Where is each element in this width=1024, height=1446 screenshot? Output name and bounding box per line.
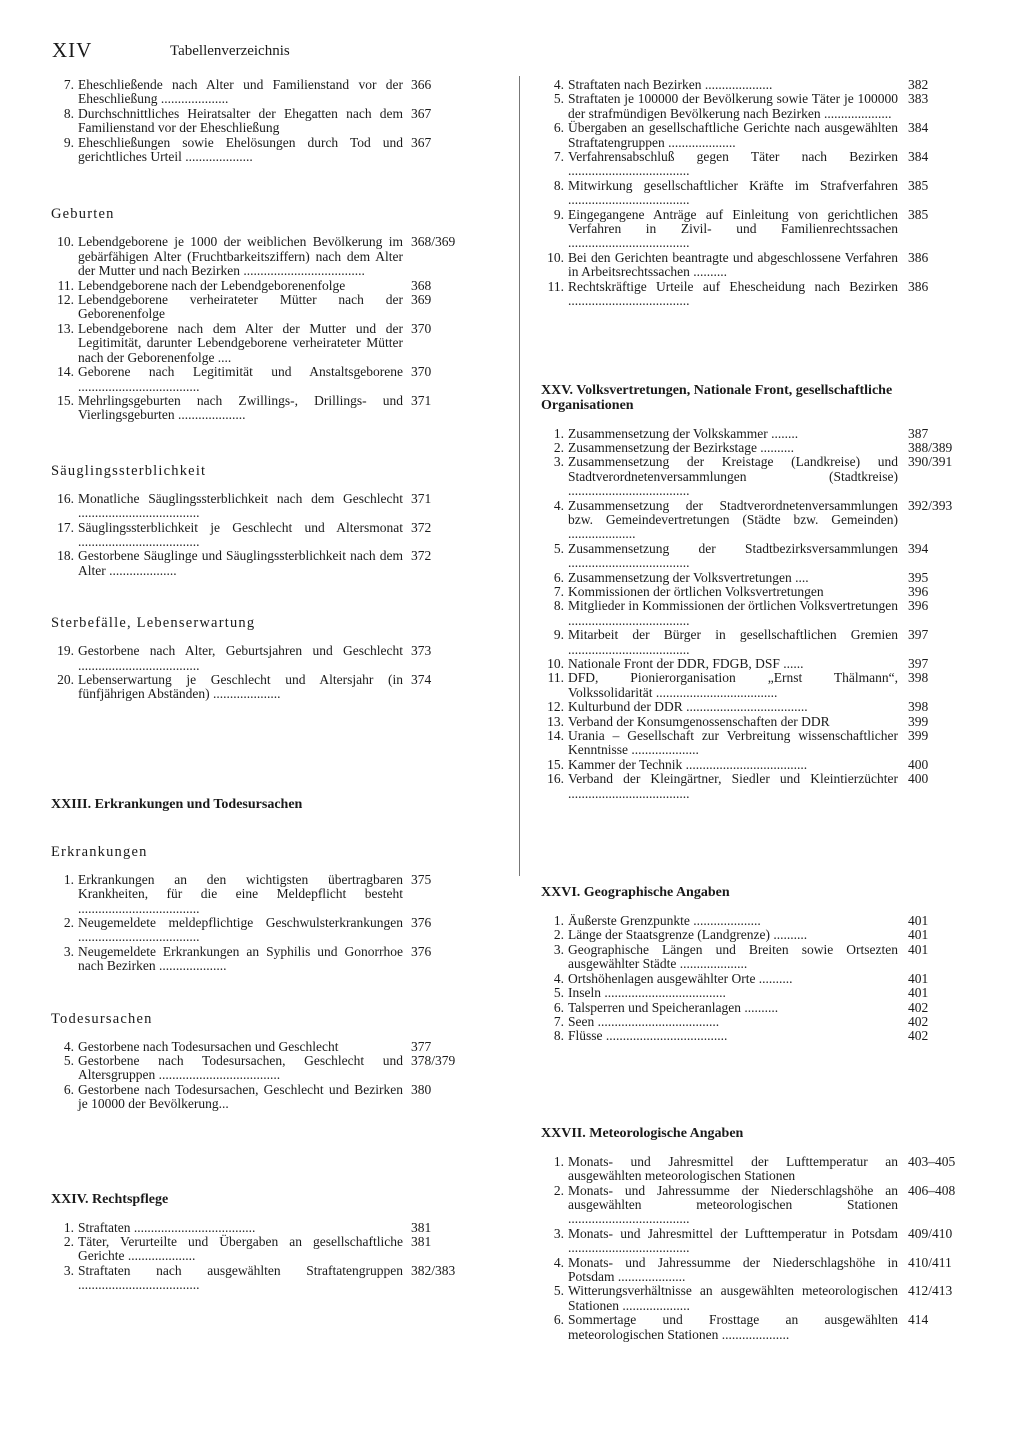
toc-entry — [541, 700, 941, 714]
subsection-erkrankungen — [51, 844, 478, 974]
entry-title: Straftaten nach ausgewählten Straftatengruppen .................................... — [78, 1262, 403, 1293]
toc-entry — [51, 107, 478, 136]
entry-title: Bei den Gerichten beantragte und abgeschlossene Verfahren in Arbeitsrechtssachen .......... — [568, 249, 898, 280]
toc-entry — [541, 1153, 956, 1184]
entry-page: 385 — [908, 177, 929, 193]
toc-entry — [541, 121, 941, 150]
entry-number: 5. — [63, 1053, 74, 1069]
entry-title: Lebenserwartung je Geschlecht und Altersjahr (in fünfjährigen Abständen) .................... — [78, 671, 403, 702]
entry-number: 10. — [547, 249, 564, 265]
subsection-heading: Säuglingssterblichkeit — [51, 462, 207, 479]
entry-title: Geographische Längen und Breiten sowie Ortsezten ausgewählter Städte .................... — [568, 941, 898, 972]
toc-entry — [51, 1264, 478, 1293]
section-xxvii — [541, 1125, 956, 1342]
entry-title: Flüsse .................................... — [568, 1028, 728, 1044]
entry-number: 1. — [63, 871, 74, 887]
toc-entry — [51, 279, 478, 293]
entry-page: 392/393 — [908, 497, 953, 513]
toc-entry — [541, 92, 941, 121]
entry-number: 5. — [553, 91, 564, 107]
entry-page: 371 — [411, 392, 432, 408]
toc-entry — [541, 928, 941, 942]
entry-title: Zusammensetzung der Stadtbezirksversammlungen .................................... — [568, 540, 898, 571]
entry-page: 401 — [908, 985, 929, 1001]
entry-title: Zusammensetzung der Stadtverordnetenversammlungen bzw. Gemeindevertretungen (Städte bzw. Gemeinden) .................... — [568, 497, 898, 542]
entry-title: Straftaten nach Bezirken .................... — [568, 77, 773, 92]
entry-page: 401 — [908, 941, 929, 957]
entry-title: Nationale Front der DDR, FDGB, DSF ...... — [568, 656, 804, 671]
left-column — [51, 78, 478, 1293]
entry-number: 11. — [547, 670, 564, 686]
entry-page: 384 — [908, 149, 929, 165]
entry-title: Erkrankungen an den wichtigsten übertragbaren Krankheiten, für die eine Meldepflicht besteht .................................... — [78, 871, 403, 916]
entry-page: 386 — [908, 278, 929, 294]
toc-entry — [51, 293, 478, 322]
entry-number: 3. — [553, 454, 564, 470]
toc-entry — [541, 1001, 941, 1015]
entry-number: 13. — [57, 320, 74, 336]
entry-page: 400 — [908, 771, 929, 787]
toc-entry — [541, 427, 941, 441]
entry-page: 370 — [411, 364, 432, 380]
entry-page: 395 — [908, 569, 929, 585]
toc-entry — [541, 943, 941, 972]
entry-page: 396 — [908, 598, 929, 614]
section-xxiv — [51, 1192, 478, 1293]
toc-entry — [51, 673, 478, 702]
toc-entry — [51, 78, 478, 107]
toc-entry — [541, 599, 941, 628]
entry-title: Zusammensetzung der Volkskammer ........ — [568, 425, 799, 441]
entry-title: Übergaben an gesellschaftliche Gerichte nach ausgewählten Straftatengruppen .................... — [568, 120, 898, 150]
subsection-heading: Sterbefälle, Lebenserwartung — [51, 615, 256, 632]
toc-entry — [541, 439, 953, 455]
entry-title: Länge der Staatsgrenze (Landgrenze) .......... — [568, 927, 808, 943]
entry-page: 399 — [908, 713, 929, 729]
entry-group — [541, 78, 941, 309]
entry-title: Seen .................................... — [568, 1013, 720, 1029]
entry-title: Straftaten je 100000 der Bevölkerung sowie Täter je 100000 der strafmündigen Bevölkerung nach Bezirken .................... — [568, 91, 898, 121]
entry-number: 11. — [57, 277, 74, 293]
entry-page: 410/411 — [908, 1254, 952, 1270]
toc-entry — [51, 916, 478, 945]
entry-group — [51, 78, 478, 164]
toc-entry — [51, 644, 478, 673]
entry-number: 13. — [547, 713, 564, 729]
entry-page: 374 — [411, 671, 432, 687]
toc-entry — [541, 1254, 952, 1285]
entry-title: Mitglieder in Kommissionen der örtlichen Volksvertretungen .................................... — [568, 598, 898, 628]
entry-number: 4. — [63, 1038, 74, 1054]
entry-title: Lebendgeborene nach dem Alter der Mutter und der Legitimität, darunter Lebendgeborene verheirateter Mütter nach der Geborenenfolge .... — [78, 320, 403, 365]
entry-title: Geborene nach Legitimität und Anstaltsgeborene .................................... — [78, 364, 403, 394]
toc-entry — [541, 280, 941, 309]
entry-title: Monatliche Säuglingssterblichkeit nach dem Geschlecht .................................... — [78, 490, 403, 521]
subsection-heading: Geburten — [51, 206, 115, 223]
section-xxvi — [541, 885, 941, 1044]
entry-title: Lebendgeborene je 1000 der weiblichen Bevölkerung im gebärfähigen Alter (Fruchtbarkeitsziffern) nach dem Alter der Mutter und nach Bezirken .................................... — [78, 234, 403, 279]
entry-number: 10. — [57, 234, 74, 250]
entry-title: Täter, Verurteilte und Übergaben an gesellschaftliche Gerichte .................... — [78, 1234, 403, 1264]
toc-entry — [541, 1283, 953, 1313]
entry-number: 8. — [63, 105, 74, 121]
toc-entry — [541, 454, 953, 499]
entry-page: 376 — [411, 943, 432, 959]
entry-number: 1. — [63, 1219, 74, 1235]
toc-entry — [51, 1221, 478, 1235]
entry-page: 397 — [908, 627, 929, 643]
entry-page: 402 — [908, 1013, 929, 1029]
entry-page: 368 — [411, 277, 432, 293]
toc-entry — [51, 394, 478, 423]
entry-number: 5. — [553, 985, 564, 1001]
entry-number: 14. — [547, 728, 564, 744]
entry-title: DFD, Pionierorganisation „Ernst Thälmann“, Volkssolidarität .................................... — [568, 670, 898, 700]
toc-entry — [541, 1182, 956, 1227]
section-heading: XXV. Volksvertretungen, Nationale Front, gesellschaftliche Organisationen — [541, 382, 893, 413]
entry-number: 2. — [553, 439, 564, 455]
entry-number: 6. — [553, 1312, 564, 1328]
section-heading: XXVI. Geographische Angaben — [541, 885, 730, 901]
entry-page: 412/413 — [908, 1283, 953, 1299]
entry-page: 373 — [411, 643, 432, 659]
entry-title: Gestorbene nach Alter, Geburtsjahren und Geschlecht .................................... — [78, 643, 403, 673]
entry-title: Eheschließungen sowie Ehelösungen durch Tod und gerichtliches Urteil .................... — [78, 134, 403, 165]
entry-title: Monats- und Jahressumme der Niederschlagshöhe an ausgewählten meteorologischen Stationen .................................... — [568, 1182, 898, 1227]
entry-number: 6. — [553, 999, 564, 1015]
entry-page: 381 — [411, 1219, 432, 1235]
toc-entry — [51, 322, 478, 365]
entry-title: Eingegangene Anträge auf Einleitung von gerichtlichen Verfahren in Zivil- und Familienrechtssachen .................................... — [568, 206, 898, 251]
toc-entry — [51, 1040, 478, 1054]
entry-page: 400 — [908, 756, 929, 772]
entry-page: 366 — [411, 77, 432, 92]
subsection-heading: Erkrankungen — [51, 843, 148, 860]
entry-title: Ortshöhenlagen ausgewählter Orte .......... — [568, 970, 793, 986]
entry-number: 2. — [63, 915, 74, 930]
entry-page: 401 — [908, 970, 929, 986]
entry-title: Kulturbund der DDR .................................... — [568, 699, 808, 715]
entry-page: 403–405 — [908, 1153, 956, 1169]
toc-entry — [541, 1225, 953, 1256]
subsection-todesursachen — [51, 1011, 478, 1112]
entry-title: Gestorbene nach Todesursachen und Geschlecht — [78, 1038, 339, 1054]
entry-number: 20. — [57, 671, 74, 687]
entry-number: 6. — [553, 120, 564, 136]
entry-title: Mehrlingsgeburten nach Zwillings-, Drillings- und Vierlingsgeburten .................... — [78, 392, 403, 423]
entry-page: 399 — [908, 728, 929, 744]
entry-number: 7. — [553, 149, 564, 165]
entry-number: 6. — [553, 569, 564, 585]
entry-page: 372 — [411, 548, 432, 564]
entry-page: 402 — [908, 1028, 929, 1044]
toc-entry — [51, 873, 478, 916]
entry-page: 375 — [411, 871, 432, 887]
entry-number: 3. — [63, 1262, 74, 1278]
toc-entry — [541, 150, 941, 179]
entry-page: 381 — [411, 1234, 432, 1250]
entry-page: 369 — [411, 292, 432, 308]
entry-title: Lebendgeborene nach der Lebendgeborenenfolge — [78, 277, 346, 293]
entry-title: Verband der Konsumgenossenschaften der DDR — [568, 713, 830, 729]
entry-number: 9. — [553, 206, 564, 222]
entry-title: Monats- und Jahressumme der Niederschlagshöhe in Potsdam .................... — [568, 1254, 898, 1284]
entry-number: 8. — [553, 177, 564, 193]
entry-page: 390/391 — [908, 454, 953, 470]
toc-entry — [541, 657, 941, 671]
entry-title: Gestorbene nach Todesursachen, Geschlecht und Altersgruppen .................................... — [78, 1053, 403, 1083]
section-heading: XXIV. Rechtspflege — [51, 1191, 169, 1207]
entry-title: Durchschnittliches Heiratsalter der Ehegatten nach dem Familienstand vor der Eheschließung — [78, 105, 403, 136]
toc-entry — [541, 585, 941, 599]
entry-title: Säuglingssterblichkeit je Geschlecht und Altersmonat .................................... — [78, 519, 403, 549]
entry-title: Talsperren und Speicheranlagen .......... — [568, 999, 779, 1015]
entry-page: 378/379 — [411, 1053, 456, 1069]
entry-group — [51, 235, 478, 422]
entry-page: 370 — [411, 320, 432, 336]
entry-page: 383 — [908, 91, 929, 107]
entry-number: 12. — [547, 699, 564, 715]
toc-entry — [541, 497, 953, 542]
entry-page: 396 — [908, 583, 929, 599]
entry-title: Inseln .................................... — [568, 985, 726, 1001]
entry-title: Zusammensetzung der Bezirkstage .......... — [568, 439, 795, 455]
entry-number: 3. — [553, 1225, 564, 1241]
section-heading: XXVII. Meteorologische Angaben — [541, 1125, 744, 1141]
entry-group — [541, 425, 953, 802]
entry-title: Monats- und Jahresmittel der Lufttemperatur an ausgewählten meteorologischen Stationen — [568, 1153, 898, 1184]
entry-number: 9. — [63, 134, 74, 150]
entry-number: 5. — [553, 1283, 564, 1299]
entry-number: 7. — [553, 583, 564, 599]
entry-number: 18. — [57, 548, 74, 564]
entry-page: 414 — [908, 1312, 929, 1328]
entry-title: Witterungsverhältnisse an ausgewählten meteorologischen Stationen .................... — [568, 1283, 898, 1313]
entry-group — [51, 1221, 478, 1293]
entry-page: 382 — [908, 77, 929, 92]
entry-page: 382/383 — [411, 1262, 456, 1278]
entry-group — [541, 1153, 956, 1342]
toc-entry — [541, 671, 941, 700]
entry-group — [51, 873, 478, 974]
entry-number: 4. — [553, 970, 564, 986]
entry-number: 8. — [553, 598, 564, 614]
section-saeuglingssterblichkeit — [51, 463, 478, 578]
entry-page: 387 — [908, 425, 929, 441]
entry-number: 9. — [553, 627, 564, 643]
toc-entry — [541, 914, 941, 928]
entry-page: 394 — [908, 540, 929, 556]
toc-entry — [541, 179, 941, 208]
entry-number: 11. — [547, 278, 564, 294]
entry-group — [51, 1040, 478, 1112]
entry-page: 376 — [411, 915, 432, 930]
entry-page: 368/369 — [411, 234, 456, 250]
section-xxv — [541, 382, 953, 802]
toc-entry — [541, 542, 941, 571]
toc-entry — [51, 1235, 478, 1264]
entry-number: 1. — [553, 425, 564, 441]
page-number: XIV — [52, 38, 93, 62]
entry-number: 7. — [63, 77, 74, 92]
entry-number: 14. — [57, 364, 74, 380]
entry-title: Kammer der Technik .................................... — [568, 756, 808, 772]
entry-number: 4. — [553, 77, 564, 92]
entry-title: Gestorbene nach Todesursachen, Geschlecht und Bezirken je 10000 der Bevölkerung... — [78, 1081, 403, 1112]
entry-page: 406–408 — [908, 1182, 956, 1198]
entry-title: Neugemeldete Erkrankungen an Syphilis und Gonorrhoe nach Bezirken .................... — [78, 943, 403, 974]
entry-number: 16. — [57, 490, 74, 506]
column-divider — [519, 76, 520, 876]
toc-entry — [51, 492, 478, 521]
entry-number: 10. — [547, 656, 564, 671]
entry-title: Eheschließende nach Alter und Familienstand vor der Eheschließung .................... — [78, 77, 403, 107]
entry-number: 7. — [553, 1013, 564, 1029]
toc-entry — [541, 78, 941, 92]
toc-entry — [541, 972, 941, 986]
toc-entry — [541, 758, 941, 772]
section-sterbefaelle — [51, 615, 478, 702]
entry-number: 15. — [547, 756, 564, 772]
entry-title: Monats- und Jahresmittel der Lufttemperatur in Potsdam .................................... — [568, 1225, 898, 1256]
entry-title: Verfahrensabschluß gegen Täter nach Bezirken .................................... — [568, 149, 898, 179]
entry-page: 385 — [908, 206, 929, 222]
entry-title: Urania – Gesellschaft zur Verbreitung wissenschaftlicher Kenntnisse .................... — [568, 728, 898, 758]
entry-title: Sommertage und Frosttage an ausgewählten meteorologischen Stationen .................... — [568, 1312, 898, 1342]
entry-page: 386 — [908, 249, 929, 265]
right-column — [541, 77, 956, 1342]
subsection-heading: Todesursachen — [51, 1010, 153, 1027]
entry-number: 12. — [57, 292, 74, 308]
entry-number: 16. — [547, 771, 564, 787]
entry-number: 2. — [553, 927, 564, 943]
entry-title: Gestorbene Säuglinge und Säuglingssterblichkeit nach dem Alter .................... — [78, 548, 403, 578]
toc-entry — [51, 945, 478, 974]
toc-entry — [51, 549, 478, 578]
entry-title: Verband der Kleingärtner, Siedler und Kleintierzüchter .................................... — [568, 771, 898, 801]
entry-page: 388/389 — [908, 439, 953, 455]
toc-entry — [51, 1083, 478, 1112]
entry-number: 4. — [553, 1254, 564, 1270]
entry-number: 2. — [553, 1182, 564, 1198]
entry-group — [51, 492, 478, 578]
toc-entry — [51, 365, 478, 394]
entry-group — [541, 914, 941, 1044]
entry-number: 1. — [553, 913, 564, 929]
entry-title: Rechtskräftige Urteile auf Ehescheidung nach Bezirken .................................... — [568, 278, 898, 309]
entry-title: Zusammensetzung der Kreistage (Landkreise) und Stadtverordnetenversammlungen (Stadtkreise) .................................... — [568, 454, 898, 499]
section-heading: XXIII. Erkrankungen und Todesursachen — [51, 796, 303, 812]
page-title: Tabellenverzeichnis — [170, 43, 290, 59]
entry-title: Straftaten .................................... — [78, 1219, 256, 1235]
toc-entry — [51, 521, 478, 550]
toc-entry — [541, 729, 941, 758]
section-geburten — [51, 206, 478, 422]
entry-page: 397 — [908, 656, 929, 671]
entry-title: Neugemeldete meldepflichtige Geschwulsterkrankungen .................................... — [78, 915, 403, 945]
entry-title: Äußerste Grenzpunkte .................... — [568, 913, 761, 929]
entry-page: 401 — [908, 913, 929, 929]
entry-title: Zusammensetzung der Volksvertretungen .... — [568, 569, 809, 585]
entry-number: 15. — [57, 392, 74, 408]
entry-page: 384 — [908, 120, 929, 136]
toc-entry — [541, 628, 941, 657]
entry-title: Mitwirkung gesellschaftlicher Kräfte im Strafverfahren .................................... — [568, 177, 898, 208]
entry-page: 367 — [411, 134, 432, 150]
entry-page: 398 — [908, 699, 929, 715]
toc-entry — [541, 571, 941, 585]
entry-title: Mitarbeit der Bürger in gesellschaftlichen Gremien .................................... — [568, 627, 898, 657]
entry-title: Lebendgeborene verheirateter Mütter nach der Geborenenfolge — [78, 292, 403, 322]
entry-group — [51, 644, 478, 702]
toc-entry — [51, 235, 478, 278]
entry-title: Kommissionen der örtlichen Volksvertretungen — [568, 583, 824, 599]
section-xxiii — [51, 797, 478, 1112]
entry-number: 4. — [553, 497, 564, 513]
toc-entry — [541, 715, 941, 729]
entry-number: 2. — [63, 1234, 74, 1250]
entry-page: 377 — [411, 1038, 432, 1054]
entry-page: 409/410 — [908, 1225, 953, 1241]
toc-entry — [541, 208, 941, 251]
toc-entry — [51, 136, 478, 165]
entry-number: 3. — [553, 941, 564, 957]
toc-entry — [541, 1313, 941, 1342]
entry-number: 5. — [553, 540, 564, 556]
entry-page: 402 — [908, 999, 929, 1015]
entry-page: 367 — [411, 105, 432, 121]
entry-page: 371 — [411, 490, 432, 506]
entry-page: 380 — [411, 1081, 432, 1097]
entry-number: 6. — [63, 1081, 74, 1097]
toc-entry — [541, 772, 941, 801]
entry-page: 398 — [908, 670, 929, 686]
toc-entry — [541, 1029, 941, 1043]
toc-entry — [541, 986, 941, 1000]
entry-number: 19. — [57, 643, 74, 659]
entry-page: 401 — [908, 927, 929, 943]
toc-entry — [541, 251, 941, 280]
entry-number: 17. — [57, 519, 74, 535]
entry-number: 1. — [553, 1153, 564, 1169]
toc-entry — [51, 1054, 478, 1083]
entry-number: 3. — [63, 943, 74, 959]
toc-entry — [541, 1015, 941, 1029]
entry-number: 8. — [553, 1028, 564, 1044]
entry-page: 372 — [411, 519, 432, 535]
